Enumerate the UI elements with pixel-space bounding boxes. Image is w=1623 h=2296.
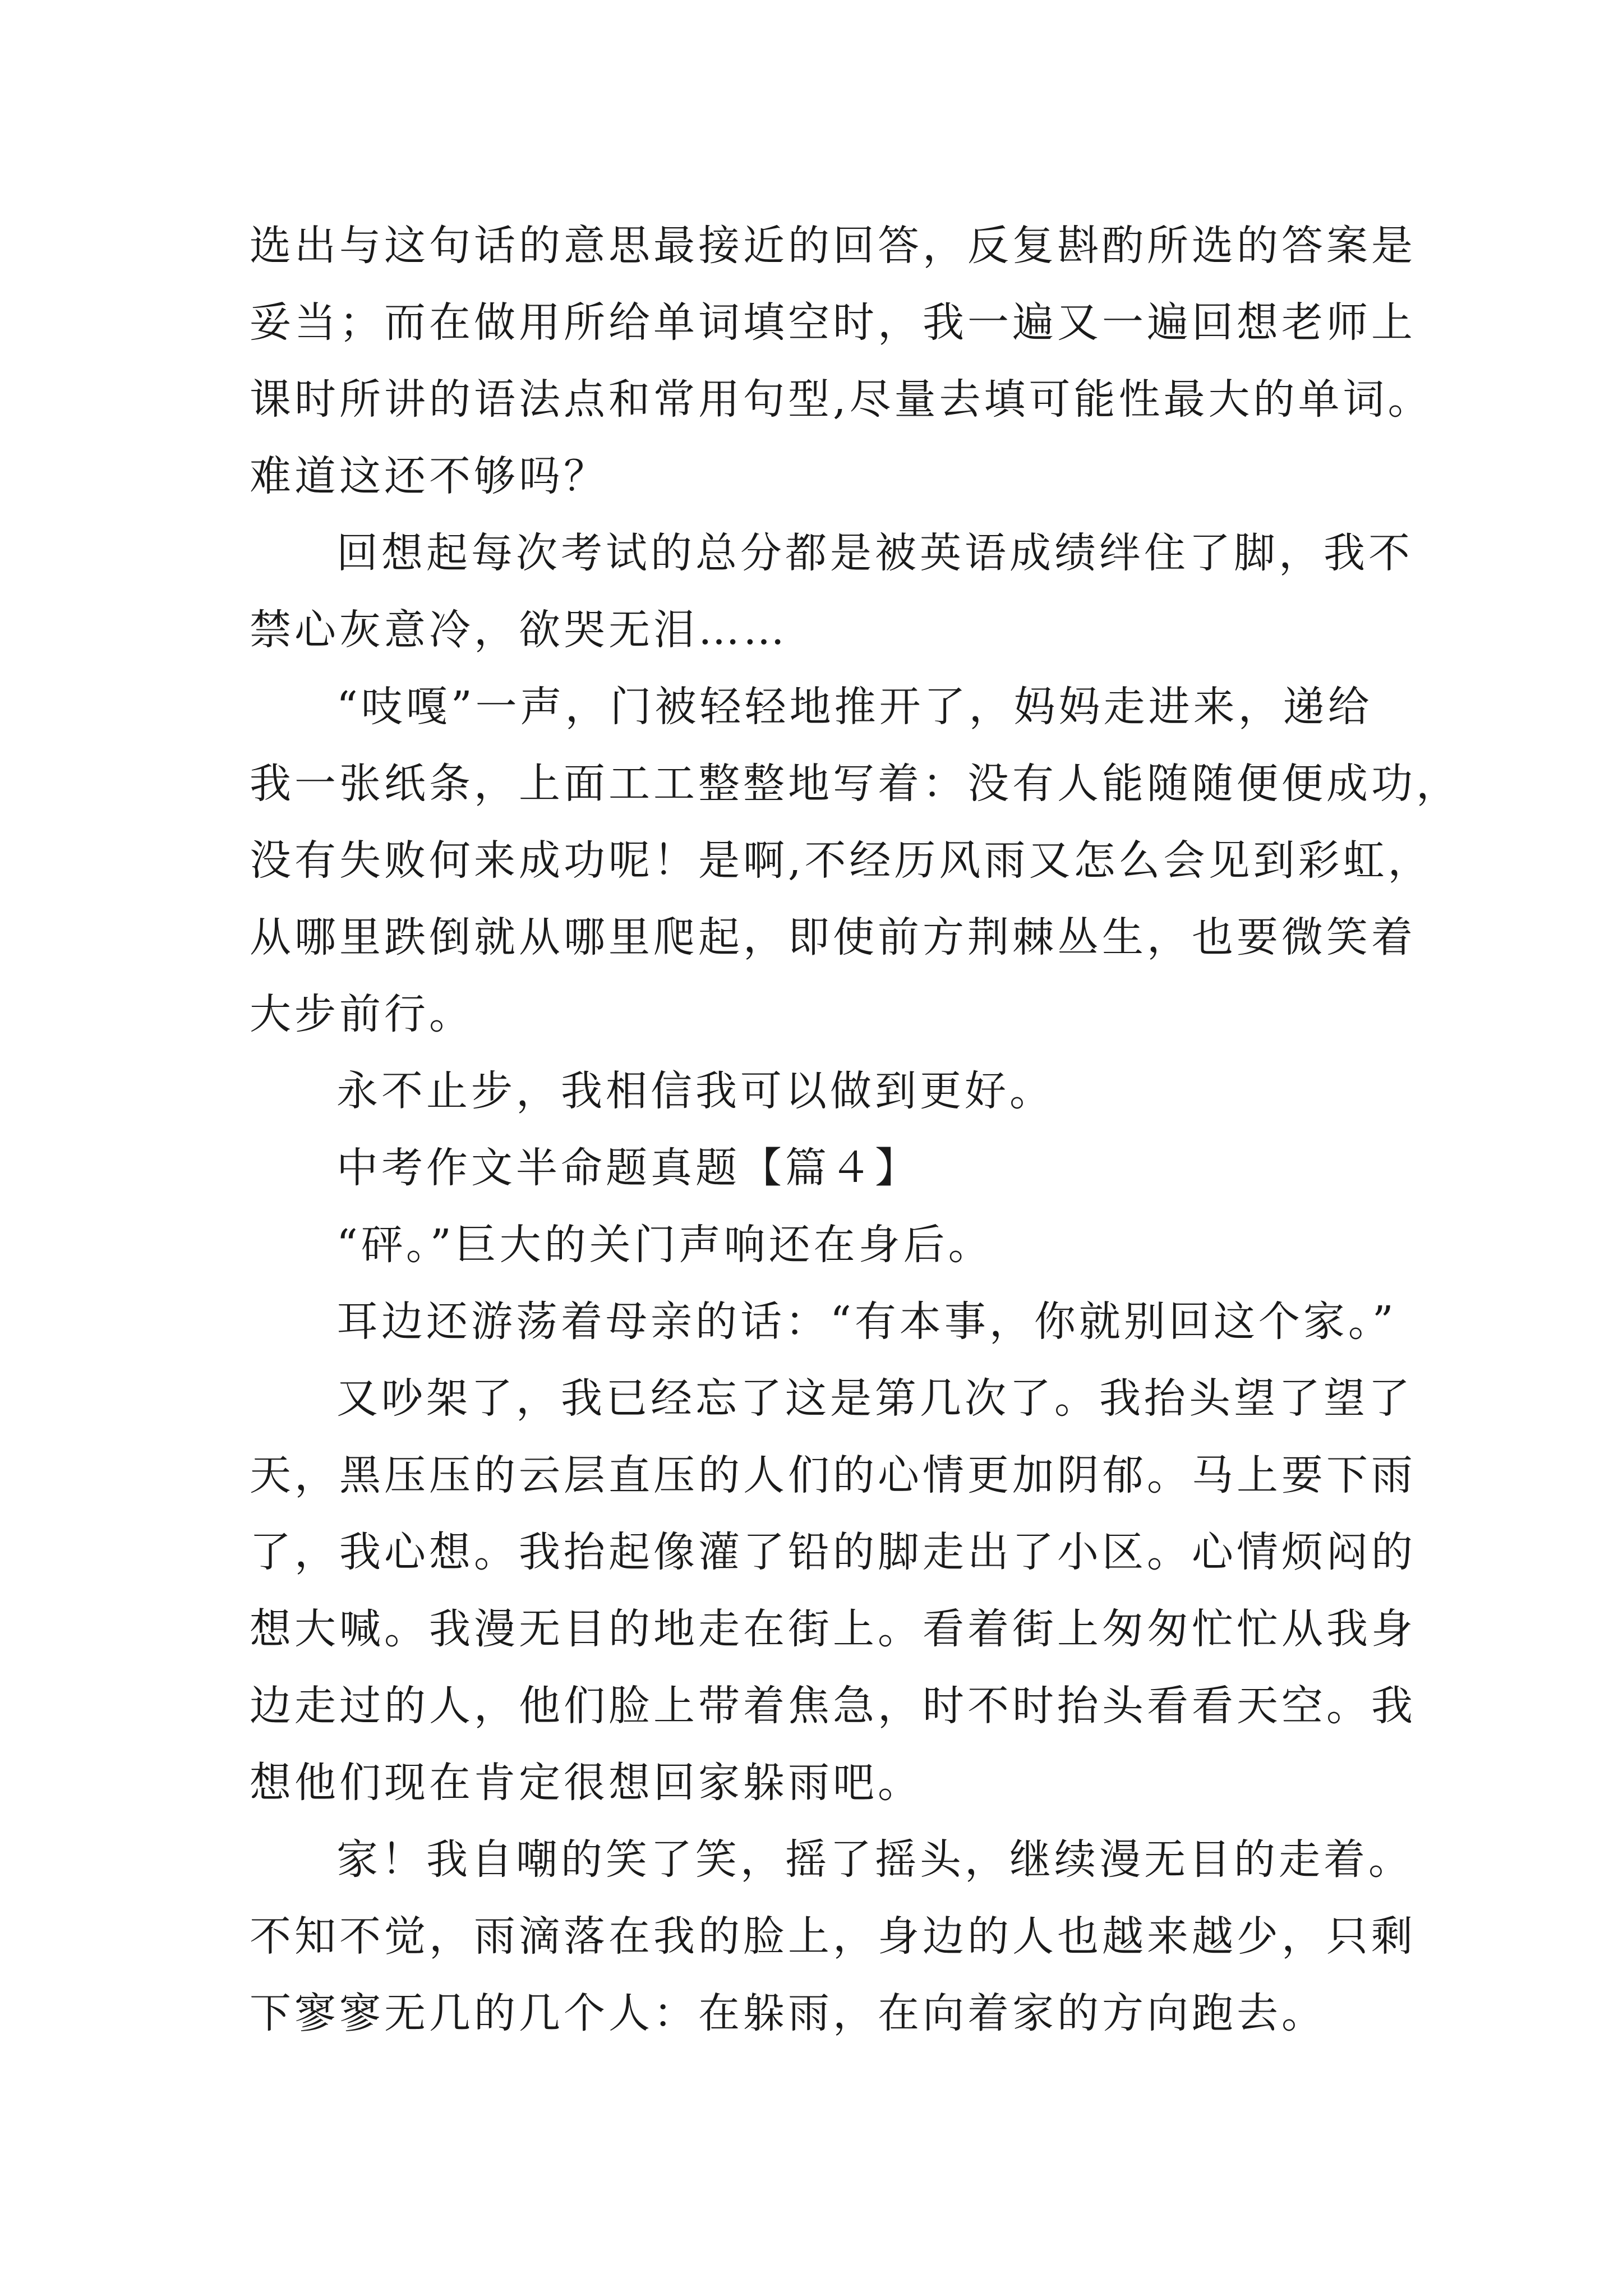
text-line: 不知不觉，雨滴落在我的脸上，身边的人也越来越少，只剩 (250, 1912, 1416, 1961)
text-line: 难道这还不够吗？ (250, 452, 608, 500)
text-line: 天，黑压压的云层直压的人们的心情更加阴郁。马上要下雨 (250, 1451, 1416, 1499)
text-line: 大步前行。 (250, 990, 474, 1038)
text-line: 我一张纸条，上面工工整整地写着：没有人能随随便便成功， (250, 760, 1461, 808)
text-line: 课时所讲的语法点和常用句型,尽量去填可能性最大的单词。 (250, 375, 1433, 424)
text-line: 又吵架了，我已经忘了这是第几次了。我抬头望了望了 (336, 1374, 1413, 1423)
text-line: 想他们现在肯定很想回家躲雨吧。 (250, 1759, 923, 1807)
text-line: “砰。”巨大的关门声响还在身后。 (336, 1221, 993, 1269)
text-line: 想大喊。我漫无目的地走在街上。看着街上匆匆忙忙从我身 (250, 1605, 1416, 1653)
text-line: 边走过的人，他们脸上带着焦急，时不时抬头看看天空。我 (250, 1682, 1416, 1730)
text-line: 没有失败何来成功呢！是啊,不经历风雨又怎么会见到彩虹， (250, 836, 1433, 885)
text-line: 下寥寥无几的几个人：在躲雨，在向着家的方向跑去。 (250, 1989, 1326, 2037)
text-line: 选出与这句话的意思最接近的回答，反复斟酌所选的答案是 (250, 222, 1416, 270)
text-line: 禁心灰意冷，欲哭无泪…… (250, 606, 788, 654)
text-line: 永不止步，我相信我可以做到更好。 (336, 1067, 1054, 1115)
section-heading: 中考作文半命题真题【篇４】 (336, 1144, 920, 1192)
text-line: 耳边还游荡着母亲的话：“有本事，你就别回这个家。” (336, 1297, 1397, 1346)
text-line: 妥当；而在做用所给单词填空时，我一遍又一遍回想老师上 (250, 298, 1416, 347)
text-line: 家！我自嘲的笑了笑，摇了摇头，继续漫无目的走着。 (336, 1835, 1413, 1884)
text-line: “吱嘎”一声，门被轻轻地推开了，妈妈走进来，递给 (336, 683, 1373, 731)
text-line: 从哪里跌倒就从哪里爬起，即使前方荆棘丛生，也要微笑着 (250, 913, 1416, 961)
text-line: 了，我心想。我抬起像灌了铅的脚走出了小区。心情烦闷的 (250, 1528, 1416, 1576)
text-line: 回想起每次考试的总分都是被英语成绩绊住了脚，我不 (336, 529, 1413, 577)
